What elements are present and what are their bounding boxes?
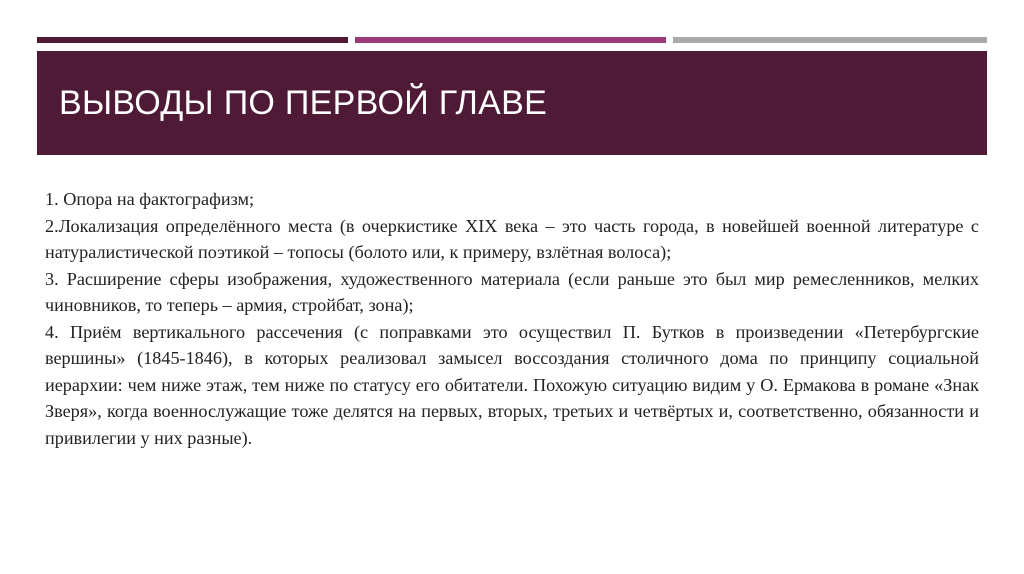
conclusion-point-2: 2.Локализация определённого места (в очеркистике XIX века – это часть города, в новейшей военной литературе с натуралистической поэтикой – топосы (болото или, к примеру, взлётная волоса); — [45, 215, 979, 262]
slide-body — [45, 186, 979, 451]
conclusion-point-3: 3. Расширение сферы изображения, художественного материала (если раньше это был мир ремесленников, мелких чиновников, то теперь – армия, стройбат, зона); — [45, 268, 979, 315]
title-banner — [37, 51, 987, 155]
accent-stripe-magenta — [355, 37, 666, 43]
conclusion-point-1: 1. Опора на фактографизм; — [45, 189, 255, 209]
accent-stripe-gray — [673, 37, 987, 43]
top-accent-stripes — [37, 37, 987, 43]
slide-title: ВЫВОДЫ ПО ПЕРВОЙ ГЛАВЕ — [59, 83, 548, 122]
conclusion-point-4: 4. Приём вертикального рассечения (с поправками это осуществил П. Бутков в произведении «Петербургские вершины» (1845-1846), в которых реализовал замысел воссоздания столичного дома по принципу социальной иерархии: чем ниже этаж, тем ниже по статусу его обитатели. Похожую ситуацию видим у О. Ермакова в романе «Знак Зверя», когда военнослужащие тоже делятся на первых, вторых, третьих и четвёртых и, соответственно, обязанности и привилегии у них разные). — [45, 321, 979, 448]
accent-stripe-dark — [37, 37, 348, 43]
